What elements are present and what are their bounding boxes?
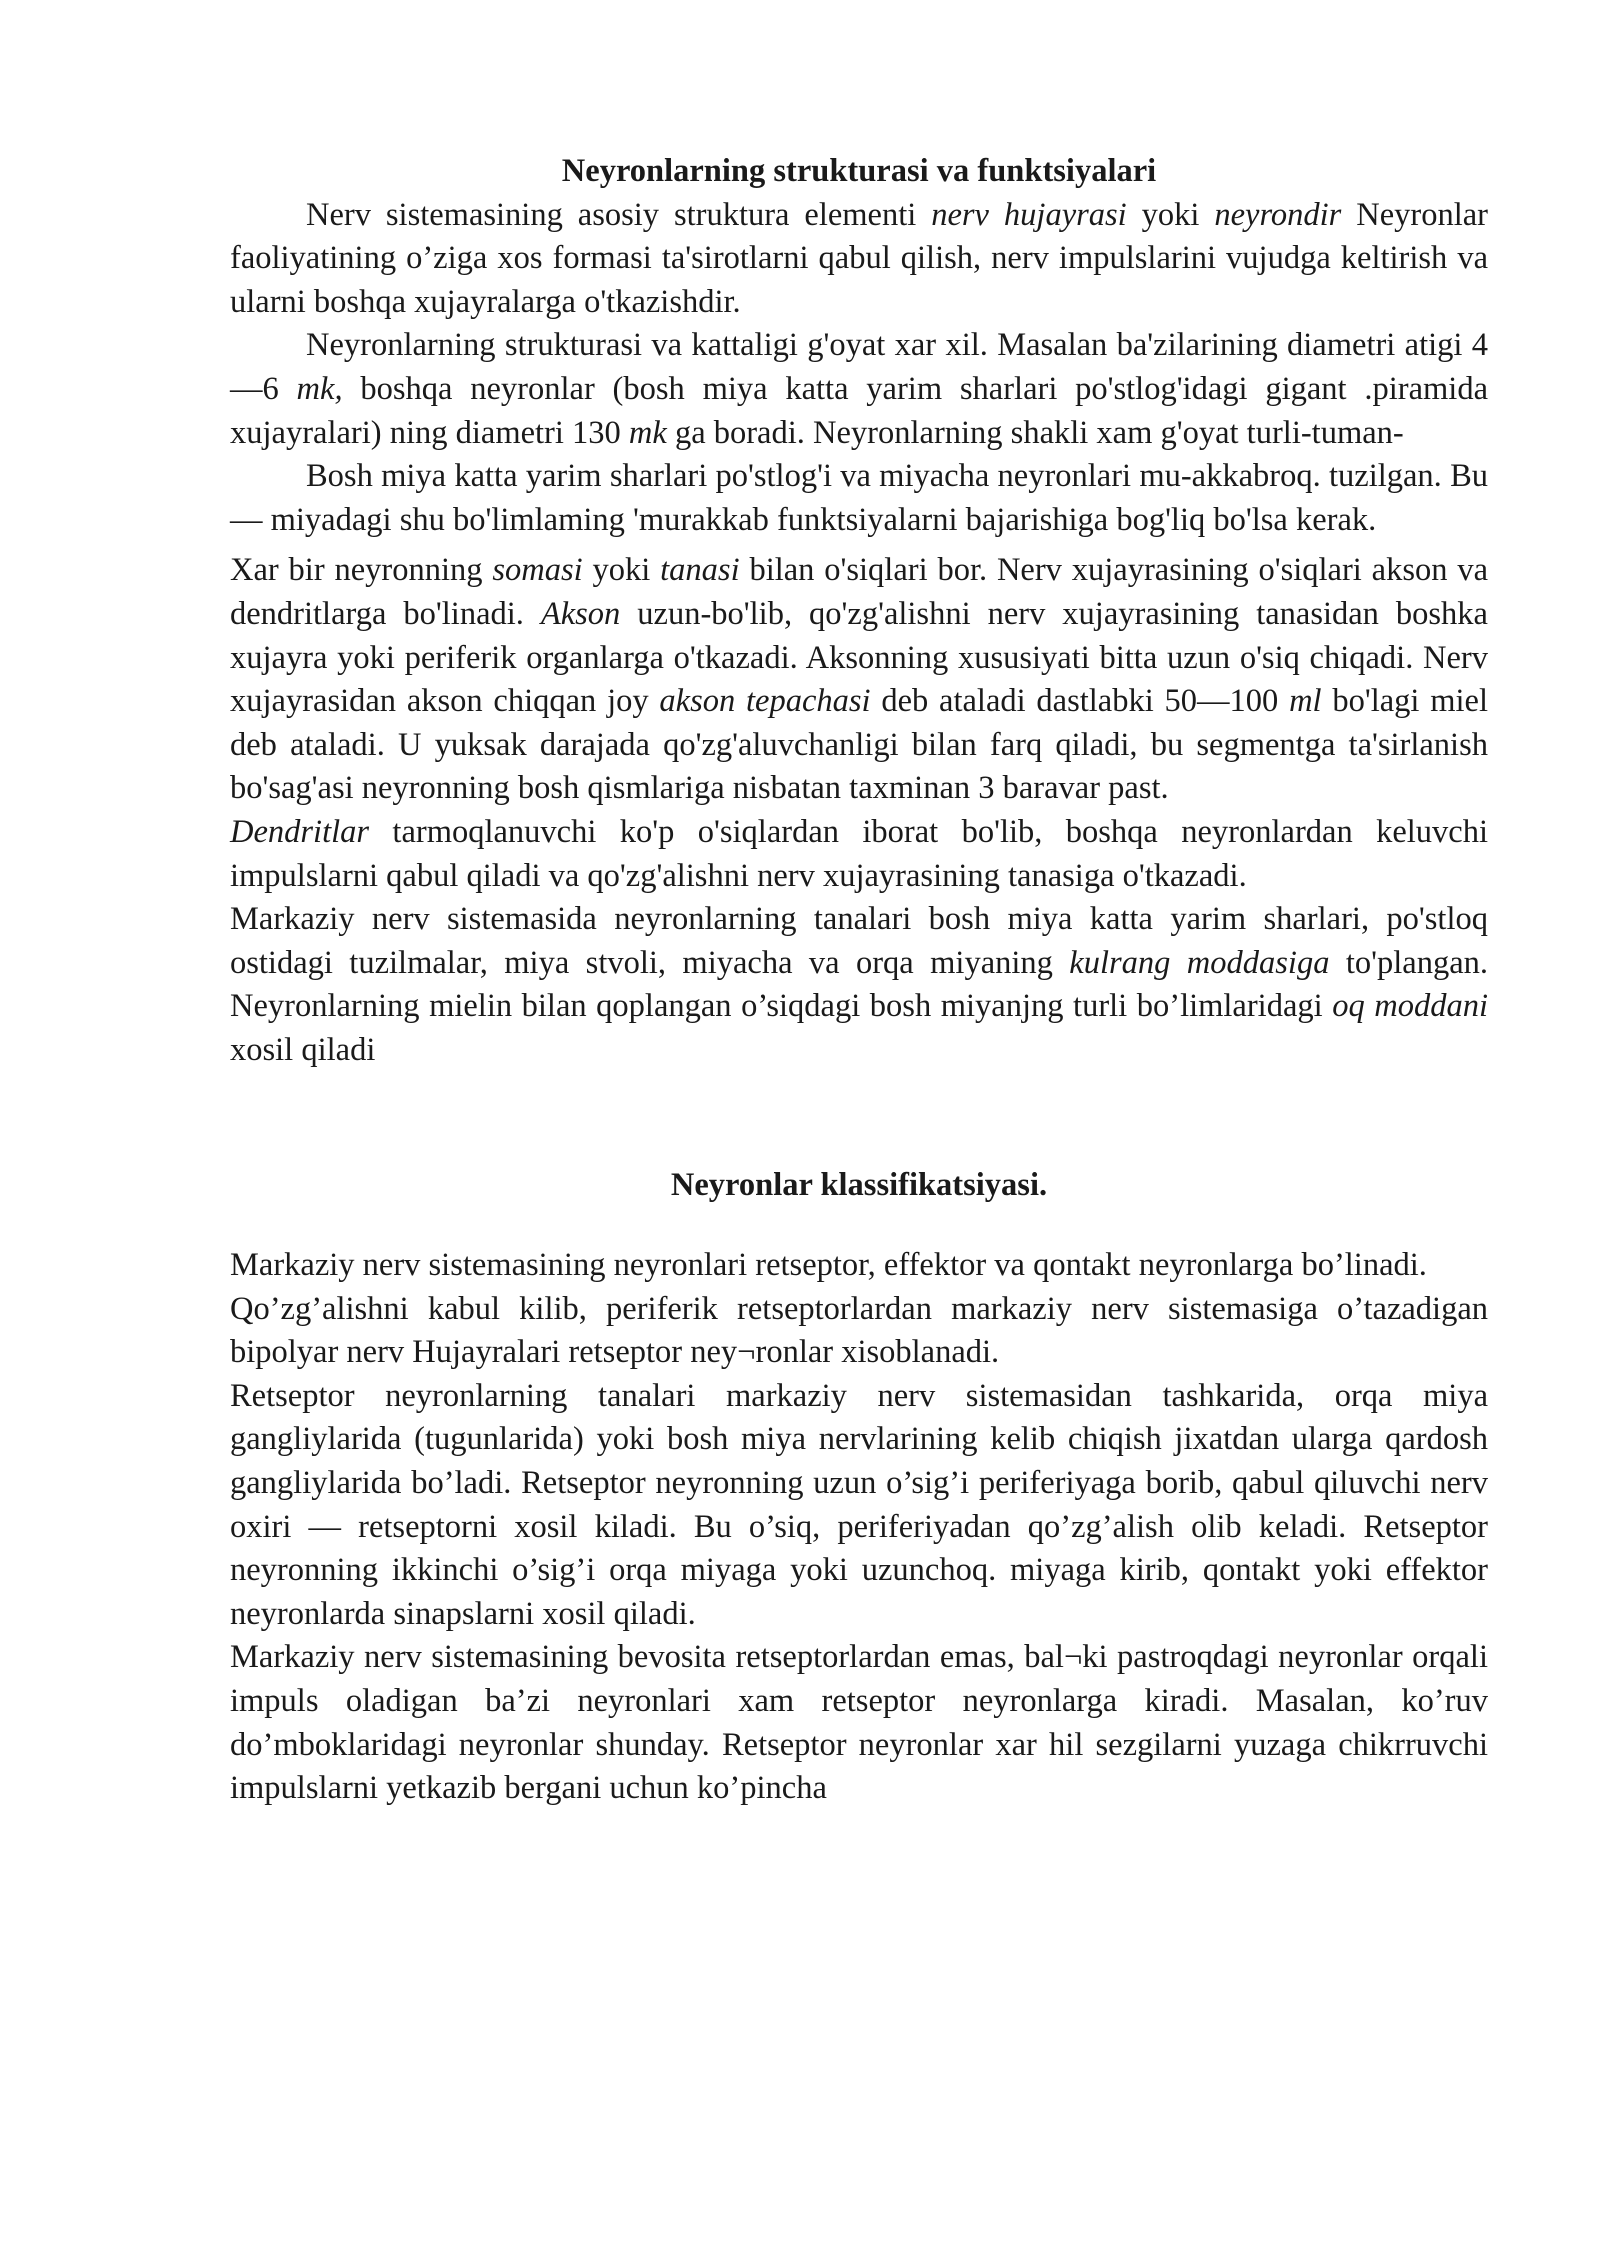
text-run: bo'lagi miel deb ataladi. U yuksak darajada qo'zg'aluvchanligi bilan farq qiladi, bu segmentga ta'sirlanish bo'sag'asi neyronning bosh qismlariga nisbatan taxminan 3 baravar past. xyxy=(230,683,1488,807)
text-run: deb ataladi dastlabki 50—100 xyxy=(870,683,1290,720)
text-run: ga boradi. Neyronlarning shakli xam g'oyat turli-tuman- xyxy=(666,414,1404,451)
section-title-classification: Neyronlar klassifikatsiyasi. xyxy=(670,1167,1048,1204)
paragraph-receptor-bodies: Retseptor neyronlarning tanalari markaziy nerv sistemasidan tashkarida, orqa miya gangliylarida (tugunlarida) yoki bosh miya nervlarining kelib chiqish jixatdan ularga qardosh gangliylarida bo’ladi. Retseptor neyronning uzun o’sig’i periferiyaga borib, qabul qiluvchi nerv oxiri — retseptorni xosil kiladi. Bu o’siq, periferiyadan qo’zg’alish olib keladi. Retseptor neyronning ikkinchi o’sig’i orqa miyaga yoki uzunchoq. miyaga kirib, qontakt yoki effektor neyronlarda sinapslarni xosil qiladi. xyxy=(230,1377,1488,1632)
paragraph-dendrites xyxy=(230,811,1488,898)
paragraph-cortex-neurons: Bosh miya katta yarim sharlari po'stlog'i va miyacha neyronlari mu-akkabroq. tuzilgan. Bu — miyadagi shu bo'limlaming 'murakkab funktsiyalarni bajarishiga bog'liq bo'lsa kerak. xyxy=(230,458,1488,538)
text-run: tarmoqlanuvchi ko'p o'siqlardan iborat bo'lib, boshqa neyronlardan keluvchi impulslarni qabul qiladi va qo'zg'alishni nerv xujayrasining tanasiga o'tkazadi. xyxy=(230,813,1488,894)
text-run: Nerv sistemasining asosiy struktura elementi xyxy=(306,196,932,233)
italic-term: akson tepachasi xyxy=(659,683,871,720)
text-run: uzun-bo'lib, qo'zg'alishni nerv xujayrasining tanasidan boshka xujayra yoki periferik organlarga o'tkazadi. Aksonning xususiyati bitta uzun o'siq chiqadi. Nerv xujayrasidan akson chiqqan joy xyxy=(230,595,1488,720)
text-run: yoki xyxy=(1126,196,1215,233)
italic-term: Akson xyxy=(540,595,621,632)
paragraph-receptor-neurons: Qo’zg’alishni kabul kilib, periferik retseptorlardan markaziy nerv sistemasiga o’tazadigan bipolyar nerv Hujayralari retseptor ney¬ronlar xisoblanadi. xyxy=(230,1290,1488,1371)
italic-term: nerv hujayrasi xyxy=(931,196,1127,233)
italic-term: kulrang moddasiga xyxy=(1069,944,1330,981)
italic-term: neyrondir xyxy=(1214,196,1342,233)
italic-term: oq moddani xyxy=(1332,988,1489,1025)
text-run: Markaziy nerv sistemasida neyronlarning tanalari bosh miya katta yarim sharlari, po'stloq ostidagi tuzilmalar, miya stvoli, miyacha va orqa miyaning xyxy=(230,901,1488,981)
text-run: Neyronlarning strukturasi va kattaligi g'oyat xar xil. Masalan ba'zilarining diametri atigi 4—6 xyxy=(230,327,1488,407)
text-run: xosil qiladi xyxy=(230,1031,376,1068)
italic-term: somasi xyxy=(492,552,583,589)
text-run: Neyronlar faoliyatining o’ziga xos formasi ta'sirotlarni qabul qilish, nerv impulslarini vujudga keltirish va ularni boshqa xujayralarga o'tkazishdir. xyxy=(230,196,1489,320)
text-run: yoki xyxy=(582,552,661,589)
italic-term: Dendritlar xyxy=(230,813,370,850)
paragraph-neuron-types: Markaziy nerv sistemasining neyronlari retseptor, effektor va qontakt neyronlarga bo’linadi. xyxy=(230,1247,1427,1284)
section-title-structure: Neyronlarning strukturasi va funktsiyalari xyxy=(561,153,1157,189)
paragraph-nerve-cell xyxy=(230,194,1488,325)
text-run: bilan o'siqlari bor. Nerv xujayrasining o'siqlari akson va dendritlarga bo'linadi. xyxy=(230,552,1489,632)
paragraph-neuron-size xyxy=(230,324,1488,455)
document-page xyxy=(230,150,1488,1811)
paragraph-indirect-receptors: Markaziy nerv sistemasining bevosita retseptorlardan emas, bal¬ki pastroqdagi neyronlar orqali impuls oladigan ba’zi neyronlari xam retseptor neyronlarga kiradi. Masalan, ko’ruv do’mboklaridagi neyronlar shunday. Retseptor neyronlar xar hil sezgilarni yuzaga chikrruvchi impulslarni yetkazib bergani uchun ko’pincha xyxy=(230,1639,1488,1807)
italic-term: ml xyxy=(1289,683,1322,720)
paragraph-grey-matter xyxy=(230,898,1488,1072)
paragraph-axon xyxy=(230,549,1488,811)
italic-term: mk, xyxy=(296,370,343,407)
text-run: to'plangan. Neyronlarning mielin bilan qoplangan o’siqdagi bosh miyanjng turli bo’limlaridagi xyxy=(230,944,1488,1025)
italic-term: mk xyxy=(628,414,667,451)
text-run: Xar bir neyronning xyxy=(230,552,493,589)
text-run: boshqa neyronlar (bosh miya katta yarim sharlari po'stlog'idagi gigant .piramida xujayralari) ning diametri 130 xyxy=(230,370,1488,451)
italic-term: tanasi xyxy=(660,552,740,589)
